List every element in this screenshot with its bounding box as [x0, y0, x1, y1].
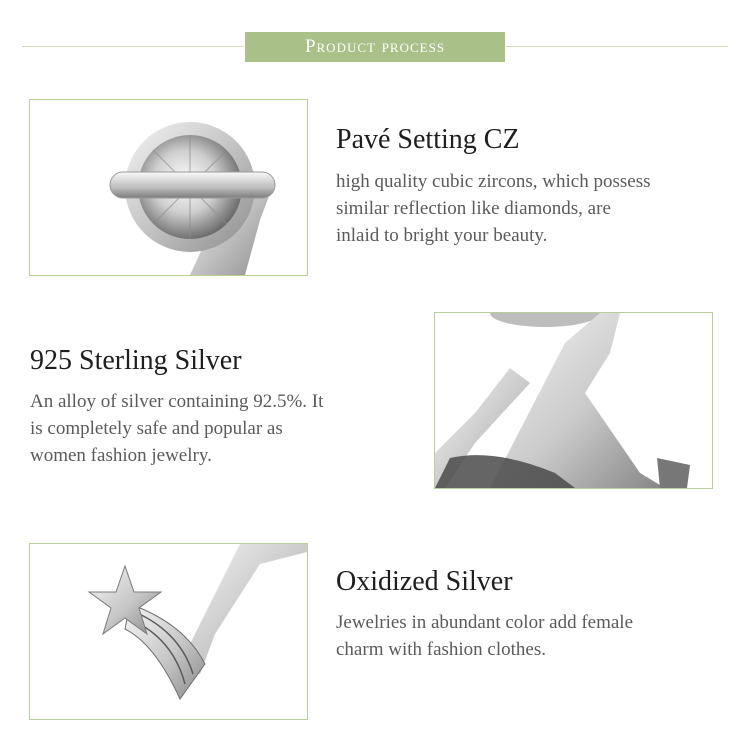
- description-line: Jewelries in abundant color add female: [336, 612, 634, 633]
- header-line-left: [22, 46, 244, 47]
- description-line: high quality cubic zircons, which possess: [336, 171, 651, 192]
- description-line: inlaid to bright your beauty.: [336, 225, 548, 246]
- product-closeup-image-silver: [434, 312, 713, 489]
- description-line: An alloy of silver containing 92.5%. It: [30, 391, 324, 412]
- silver-figure-closeup-icon: [435, 313, 712, 488]
- feature-title-pave-setting: Pavé Setting CZ: [336, 124, 520, 155]
- feature-title-sterling-silver: 925 Sterling Silver: [30, 345, 242, 376]
- section-header: Product process: [245, 32, 505, 62]
- description-line: women fashion jewelry.: [30, 445, 212, 466]
- zircon-planet-closeup-icon: [30, 100, 307, 275]
- feature-description-pave-setting: [336, 168, 651, 249]
- product-closeup-image-zircon: [29, 99, 308, 276]
- description-line: is completely safe and popular as: [30, 418, 283, 439]
- feature-title-oxidized-silver: Oxidized Silver: [336, 566, 513, 597]
- feature-description-sterling-silver: [30, 388, 323, 469]
- description-line: charm with fashion clothes.: [336, 639, 547, 660]
- product-closeup-image-oxidized: [29, 543, 308, 720]
- header-line-right: [506, 46, 728, 47]
- description-line: similar reflection like diamonds, are: [336, 198, 611, 219]
- shooting-star-closeup-icon: [30, 544, 307, 719]
- feature-description-oxidized-silver: [336, 609, 633, 663]
